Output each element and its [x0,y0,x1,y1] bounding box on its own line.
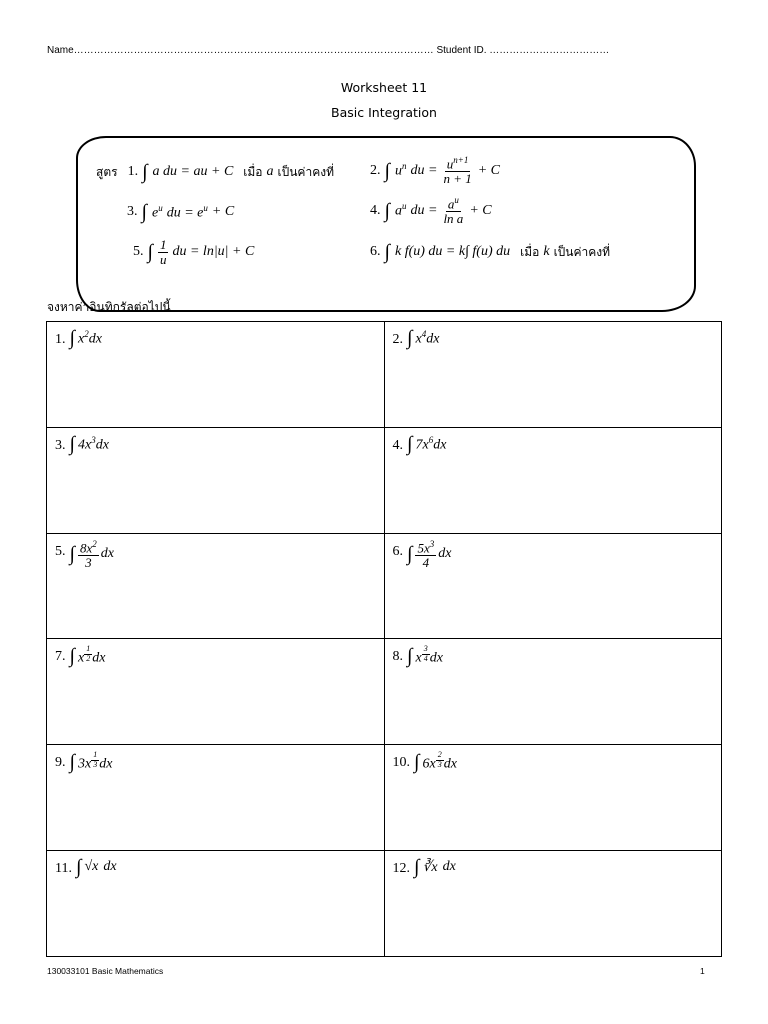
integral-sign: ∫ [69,751,75,774]
integral-sign: ∫ [407,327,413,349]
problem-cell[interactable] [47,851,385,957]
problem-cell[interactable] [384,745,722,851]
formula-2-fraction: $\frac{u^{n+1}}{n + 1}$ [443,155,472,186]
problem-10: 10. ∫ 6x $^{\frac{2}{3}}$ dx [392,750,457,774]
formula-1: สูตร 1. ∫ a du = au + C เมื่อ a เป็นค่าคงที่ [96,161,334,183]
problem-cell[interactable] [384,533,722,639]
formula-5: 5. ∫ $\frac{1}{u}$ du = ln|u| + C [133,237,255,267]
problem-cell[interactable] [384,851,722,957]
problem-3: 3. ∫ $4x^3dx$ [55,432,109,455]
integral-sign: ∫ [69,432,75,455]
problem-cell[interactable] [47,639,385,745]
integral-sign: ∫ [69,645,75,668]
worksheet-title: Worksheet 11 [340,80,428,95]
integral-sign: ∫ [75,856,82,879]
problem-11: 11. ∫ √x dx [55,856,117,879]
formula-label: สูตร [96,164,118,179]
integral-sign: ∫ [414,856,420,879]
integral-sign: ∫ [384,199,390,222]
problems-table [46,321,722,957]
integral-sign: ∫ [147,241,153,264]
integral-sign: ∫ [69,543,75,566]
formula-5-fraction: $\frac{1}{u}$ [159,237,167,267]
footer-page-number: 1 [700,966,705,976]
integral-sign: ∫ [407,432,413,455]
name-student-id-line[interactable]: Name……………………………………………………………………………………………… Student ID. ……………………………… [47,45,610,56]
formula-6: 6. ∫ k f(u) du = k∫ f(u) du เมื่อ k เป็นค่าคงที่ [370,241,611,263]
integral-sign: ∫ [142,161,148,183]
formula-4-fraction: $\frac{a^u}{\text{ln a}}$ [443,195,464,226]
integral-sign: ∫ [407,543,413,566]
problem-cell[interactable] [384,427,722,533]
instruction-text: จงหาค่าอินทิกรัลต่อไปนี้ [47,300,171,314]
integral-sign: ∫ [414,751,420,774]
footer-course: 130033101 Basic Mathematics [47,966,164,976]
problem-9: 9. ∫ 3x $^{\frac{1}{3}}$ dx [55,750,113,774]
problem-cell[interactable] [47,745,385,851]
integral-sign: ∫ [69,327,75,349]
problem-cell[interactable] [47,427,385,533]
integral-sign: ∫ [384,159,390,182]
problem-8: 8. ∫ x $^{\frac{3}{4}}$ dx [392,644,443,668]
problem-1: 1. ∫ $x^2dx$ [55,327,102,349]
problem-cell[interactable] [47,533,385,639]
problem-4: 4. ∫ $7x^6dx$ [392,432,447,455]
integral-sign: ∫ [141,201,147,223]
formula-2: 2. ∫ $u^n$ du = $\frac{u^{n+1}}{n + 1}$ + C [370,155,501,186]
problem-6: 6. ∫ $\frac{5x^3}{4}$ dx [392,538,452,570]
integral-sign: ∫ [384,241,390,263]
worksheet-subtitle: Basic Integration [331,105,437,120]
problem-cell[interactable] [47,322,385,428]
problem-12: 12. ∫ ∛x dx [392,856,456,879]
problem-cell[interactable] [384,639,722,745]
problem-2: 2. ∫ $x^4dx$ [392,327,440,349]
formula-3: 3. ∫ $e^u$ du = $e^u$ + C [127,201,235,223]
formula-4: 4. ∫ $a^u$ du = $\frac{a^u}{\text{ln a}}$ + C [370,195,492,226]
integral-sign: ∫ [407,645,413,668]
problem-cell[interactable] [384,322,722,428]
problem-7: 7. ∫ x $^{\frac{1}{2}}$ dx [55,644,106,668]
problem-5: 5. ∫ $\frac{8x^2}{3}$ dx [55,538,114,570]
